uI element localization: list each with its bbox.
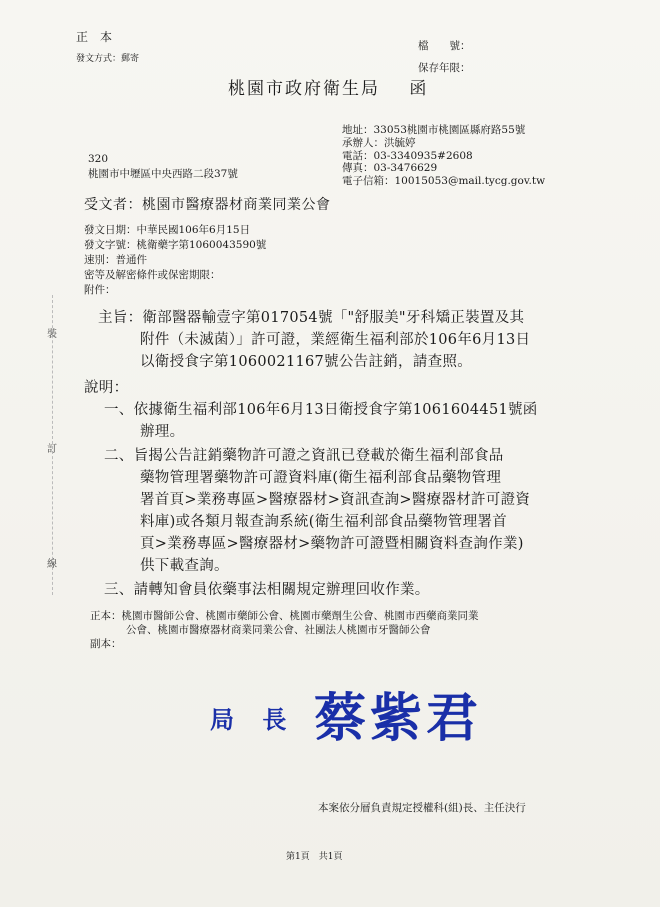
attachment: 附件：	[84, 284, 116, 296]
contact-fax: 傳真：03-3476629	[342, 162, 438, 174]
file-no-label: 檔 號：	[418, 40, 471, 52]
distribution-original-line-1: 正本：桃園市醫師公會、桃園市藥師公會、桃園市藥劑生公會、桃園市西藥商業同業	[90, 610, 479, 622]
signature-title: 局 長	[210, 705, 297, 734]
doc-number: 發文字號：桃衛藥字第1060043590號	[84, 239, 267, 251]
secrecy: 密等及解密條件或保密期限：	[84, 269, 221, 281]
distribution-original-line-2: 公會、桃園市醫療器材商業同業公會、社團法人桃園市牙醫師公會	[126, 624, 431, 636]
recipient: 受文者：桃園市醫療器材商業同業公會	[84, 197, 331, 213]
send-method: 發文方式：郵寄	[76, 54, 140, 64]
binding-mark-2: 訂	[47, 444, 57, 455]
contact-address: 地址：33053桃園市桃園區縣府路55號	[342, 124, 526, 136]
signature-name: 蔡紫君	[314, 688, 483, 749]
explanation-item-2-line-1: 二、旨揭公告註銷藥物許可證之資訊已登載於衛生福利部食品	[104, 448, 504, 464]
explanation-label: 說明：	[84, 380, 129, 396]
contact-handler: 承辦人：洪毓婷	[342, 137, 416, 149]
subject-line-2: 附件（未滅菌）」許可證，業經衛生福利部於106年6月13日	[140, 332, 531, 348]
copy-label: 正 本	[76, 30, 113, 44]
retention-label: 保存年限：	[418, 62, 471, 74]
explanation-item-2-line-4: 料庫)或各類月報查詢系統(衛生福利部食品藥物管理署首	[140, 514, 508, 530]
delegation-note: 本案依分層負責規定授權科(組)長、主任決行	[318, 802, 526, 814]
distribution-copy: 副本：	[90, 638, 122, 650]
page-number: 第1頁 共1頁	[286, 852, 343, 862]
explanation-item-2-line-5: 頁>業務專區>醫療器材>藥物許可證暨相關資料查詢作業)	[140, 536, 524, 552]
issue-date: 發文日期：中華民國106年6月15日	[84, 224, 251, 236]
binding-mark-1: 裝	[47, 329, 57, 340]
explanation-item-2-line-3: 署首頁>業務專區>醫療器材>資訊查詢>醫療器材許可證資	[140, 492, 531, 508]
explanation-item-3-line-1: 三、請轉知會員依藥事法相關規定辦理回收作業。	[104, 582, 430, 598]
explanation-item-2-line-6: 供下載查詢。	[140, 558, 229, 574]
speed: 速別：普通件	[84, 254, 147, 266]
explanation-item-1-line-2: 辦理。	[140, 424, 185, 440]
contact-email: 電子信箱：10015053@mail.tycg.gov.tw	[342, 175, 546, 187]
doc-type: 函	[409, 79, 429, 99]
recipient-zip: 320	[88, 153, 109, 165]
recipient-address: 桃園市中壢區中央西路二段37號	[88, 168, 238, 180]
binding-mark-3: 線	[47, 559, 57, 570]
explanation-item-1-line-1: 一、依據衛生福利部106年6月13日衛授食字第1061604451號函	[104, 402, 538, 418]
subject-line-1: 主旨：衛部醫器輸壹字第017054號「"舒服美"牙科矯正裝置及其	[98, 310, 525, 326]
subject-line-3: 以衛授食字第1060021167號公告註銷，請查照。	[140, 354, 473, 370]
page-title	[228, 74, 428, 99]
explanation-item-2-line-2: 藥物管理署藥物許可證資料庫(衛生福利部食品藥物管理	[140, 470, 502, 486]
contact-phone: 電話：03-3340935#2608	[342, 150, 473, 162]
agency-name: 桃園市政府衛生局	[228, 79, 380, 99]
